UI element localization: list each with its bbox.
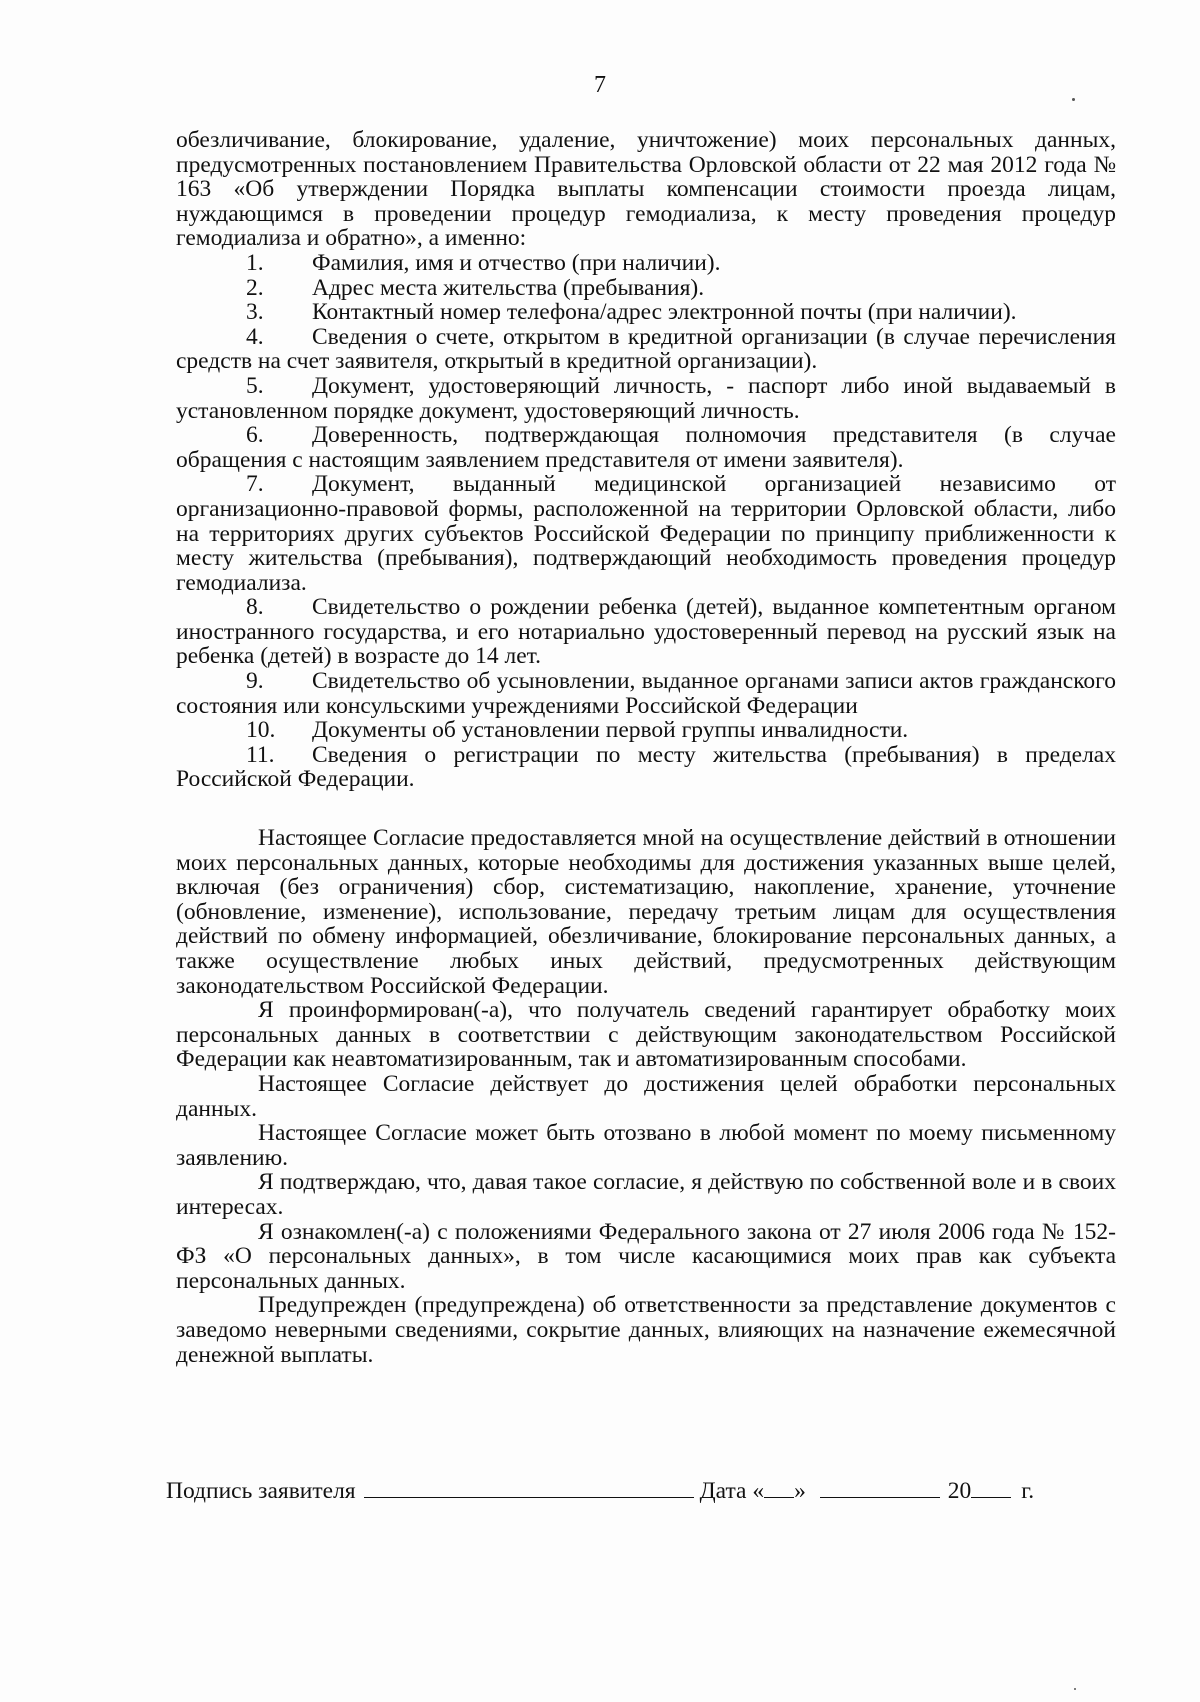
list-item-text: Документ, выданный медицинской организацией независимо от организационно-правовой формы, расположенной на территории Орловской области, либо на территориях других субъектов Российской Федерации по принципу приближенности к месту жительства (пребывания), подтверждающий необходимость проведения процедур гемодиализа. xyxy=(176,471,1116,596)
list-item xyxy=(176,669,1116,718)
list-item-number: 7. xyxy=(246,471,264,498)
signature-blank[interactable] xyxy=(364,1477,694,1498)
list-item-text: Контактный номер телефона/адрес электронной почты (при наличии). xyxy=(312,299,1017,326)
list-item xyxy=(176,300,1116,325)
consent-paragraph: Я проинформирован(-а), что получатель сведений гарантирует обработку моих персональных данных в соответствии с действующим законодательством Российской Федерации как неавтоматизированным, так и автоматизированным способами. xyxy=(176,997,1116,1073)
date-month-blank[interactable] xyxy=(820,1477,940,1498)
consent-paragraph: Предупрежден (предупреждена) об ответственности за представление документов с заведомо неверными сведениями, сокрытие данных, влияющих на назначение ежемесячной денежной выплаты. xyxy=(176,1292,1116,1368)
list-item-number: 6. xyxy=(246,422,264,449)
date-close-quote: » xyxy=(794,1478,806,1504)
list-item-text: Свидетельство о рождении ребенка (детей), выданное компетентным органом иностранного государства, и его нотариально удостоверенный перевод на русский язык на ребенка (детей) в возрасте до 14 лет. xyxy=(176,594,1116,670)
scan-speck xyxy=(1072,98,1075,101)
list-item-text: Свидетельство об усыновлении, выданное органами записи актов гражданского состояния или консульскими учреждениями Российской Федерации xyxy=(176,668,1116,719)
list-item-number: 10. xyxy=(246,717,276,744)
consent-paragraph: Настоящее Согласие может быть отозвано в любой момент по моему письменному заявлению. xyxy=(176,1120,1116,1171)
list-item xyxy=(176,718,1116,743)
consent-paragraph: Я ознакомлен(-а) с положениями Федерального закона от 27 июля 2006 года № 152-ФЗ «О персональных данных», в том числе касающимися моих прав как субъекта персональных данных. xyxy=(176,1218,1116,1294)
consent-paragraph: Настоящее Согласие действует до достижения целей обработки персональных данных. xyxy=(176,1070,1116,1122)
list-item xyxy=(176,325,1116,374)
list-item-text: Сведения о счете, открытом в кредитной организации (в случае перечисления средств на счет заявителя, открытый в кредитной организации). xyxy=(176,323,1116,375)
consent-paragraph: Я подтверждаю, что, давая такое согласие, я действую по собственной воле и в своих интересах. xyxy=(176,1169,1116,1220)
list-item-text: Документ, удостоверяющий личность, - паспорт либо иной выдаваемый в установленном порядке документ, удостоверяющий личность. xyxy=(176,372,1116,424)
list-item xyxy=(176,743,1116,792)
list-item-text: Фамилия, имя и отчество (при наличии). xyxy=(312,249,721,276)
list-item-number: 11. xyxy=(246,741,275,768)
list-item-text: Документы об установлении первой группы инвалидности. xyxy=(312,717,909,744)
list-item-number: 3. xyxy=(246,299,264,326)
document-body xyxy=(176,128,1116,1367)
document-list xyxy=(176,251,1116,792)
list-item-number: 1. xyxy=(246,249,264,276)
page-number: 7 xyxy=(594,72,606,98)
list-item xyxy=(176,374,1116,423)
date-label: Дата « xyxy=(699,1478,765,1504)
list-item-number: 5. xyxy=(246,372,264,399)
year-suffix: г. xyxy=(1021,1478,1035,1504)
consent-paragraphs xyxy=(176,826,1116,1367)
signature-label: Подпись заявителя xyxy=(166,1478,356,1504)
intro-paragraph: обезличивание, блокирование, удаление, уничтожение) моих персональных данных, предусмотренных постановлением Правительства Орловской области от 22 мая 2012 года № 163 «Об утверждении Порядка выплаты компенсации стоимости проезда лицам, нуждающимся в проведении процедур гемодиализа, к месту проведения процедур гемодиализа и обратно», а именно: xyxy=(176,127,1116,252)
signature-line xyxy=(166,1477,1066,1505)
scan-speck xyxy=(1074,1688,1076,1690)
year-blank[interactable] xyxy=(971,1477,1011,1498)
list-item-number: 4. xyxy=(246,323,264,350)
consent-paragraph: Настоящее Согласие предоставляется мной на осуществление действий в отношении моих персональных данных, которые необходимы для достижения указанных выше целей, включая (без ограничения) сбор, систематизацию, накопление, хранение, уточнение (обновление, изменение), использование, передачу третьим лицам для осуществления действий по обмену информацией, обезличивание, блокирование персональных данных, а также осуществление любых иных действий, предусмотренных действующим законодательством Российской Федерации. xyxy=(176,825,1116,999)
list-item xyxy=(176,595,1116,669)
date-day-blank[interactable] xyxy=(764,1477,794,1498)
list-item-text: Сведения о регистрации по месту жительства (пребывания) в пределах Российской Федерации. xyxy=(176,741,1116,793)
list-item xyxy=(176,276,1116,301)
list-item xyxy=(176,251,1116,276)
section-gap xyxy=(176,792,1116,826)
list-item xyxy=(176,472,1116,595)
list-item-number: 2. xyxy=(246,274,264,301)
list-item-text: Адрес места жительства (пребывания). xyxy=(312,274,705,301)
list-item-number: 9. xyxy=(246,668,264,695)
year-prefix: 20 xyxy=(947,1478,972,1504)
list-item-text: Доверенность, подтверждающая полномочия представителя (в случае обращения с настоящим заявлением представителя от имени заявителя). xyxy=(176,422,1116,473)
list-item-number: 8. xyxy=(246,594,264,621)
list-item xyxy=(176,423,1116,472)
